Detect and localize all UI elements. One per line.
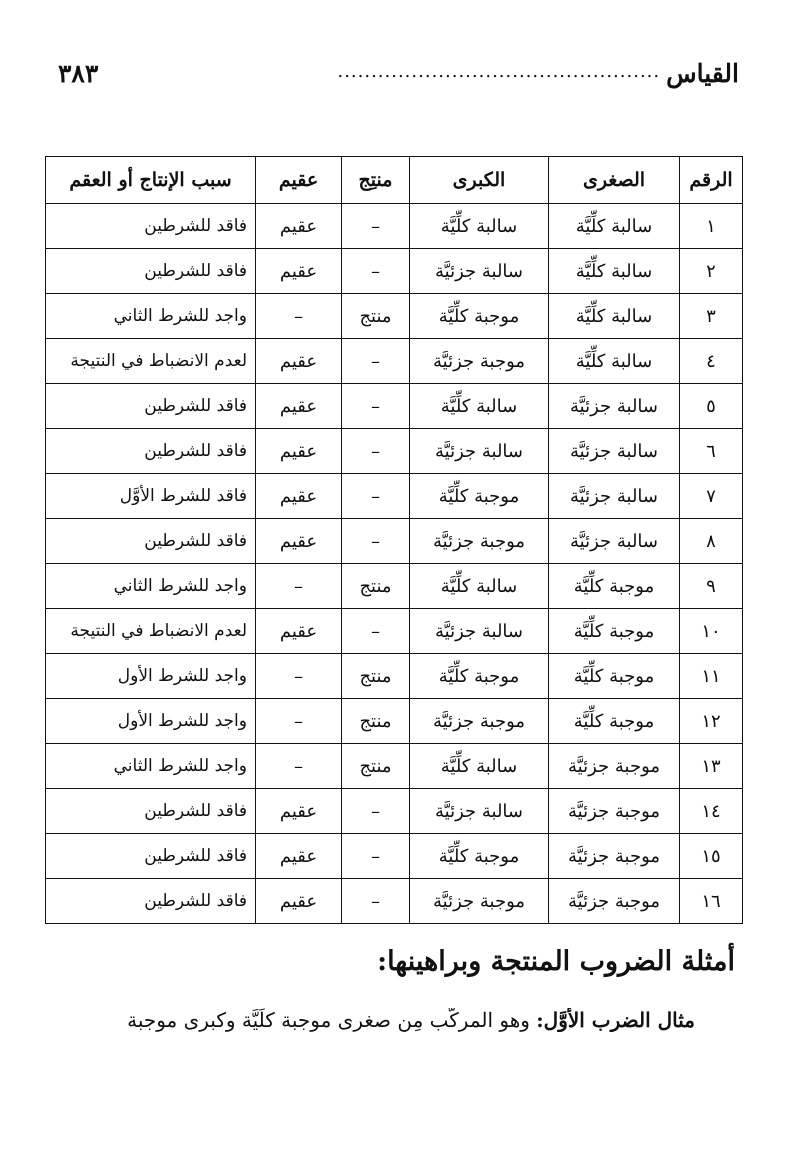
leader-dots: ................................................ [337,61,661,82]
cell-barren: عقيم [256,384,342,429]
cell-minor: سالبة كلِّيَّة [549,294,680,339]
cell-reason: فاقد للشرطين [46,204,256,249]
cell-major: موجبة كلِّيَّة [410,834,549,879]
table-row [46,204,743,249]
cell-major: سالبة جزئيَّة [410,429,549,474]
cell-productive: منتج [342,654,410,699]
cell-major: موجبة جزئيَّة [410,699,549,744]
cell-productive: – [342,339,410,384]
cell-barren: – [256,699,342,744]
cell-productive: – [342,204,410,249]
cell-major: موجبة كلِّيَّة [410,474,549,519]
cell-reason: واجد للشرط الأول [46,654,256,699]
table-row [46,519,743,564]
cell-minor: سالبة جزئيَّة [549,384,680,429]
cell-number: ٨ [680,519,743,564]
cell-productive: – [342,879,410,924]
cell-reason: واجد للشرط الثاني [46,294,256,339]
section-heading: أمثلة الضروب المنتجة وبراهينها: [377,946,735,977]
cell-reason: واجد للشرط الأول [46,699,256,744]
cell-barren: عقيم [256,519,342,564]
cell-minor: موجبة جزئيَّة [549,744,680,789]
cell-major: موجبة جزئيَّة [410,879,549,924]
cell-major: سالبة كلِّيَّة [410,384,549,429]
cell-barren: – [256,744,342,789]
cell-number: ٧ [680,474,743,519]
cell-minor: موجبة كلِّيَّة [549,609,680,654]
column-header-reason: سبب الإنتاج أو العقم [46,157,256,204]
cell-barren: عقيم [256,879,342,924]
table-row [46,699,743,744]
table-row [46,249,743,294]
cell-barren: عقيم [256,474,342,519]
table-row [46,429,743,474]
cell-number: ١٢ [680,699,743,744]
column-header-number: الرقم [680,157,743,204]
table-row [46,744,743,789]
paragraph-lead: مثال الضرب الأوَّل: [536,1008,695,1032]
cell-minor: موجبة جزئيَّة [549,789,680,834]
cell-number: ٣ [680,294,743,339]
table-row [46,654,743,699]
cell-major: سالبة جزئيَّة [410,789,549,834]
cell-minor: سالبة جزئيَّة [549,429,680,474]
cell-minor: موجبة جزئيَّة [549,834,680,879]
table-row [46,339,743,384]
paragraph-body: وهو المركَّب مِن صغرى موجبة كلِّيَّة وكبرى موجبة [127,1008,537,1032]
table-row [46,564,743,609]
syllogism-moods-table [45,156,743,924]
table-body [46,204,743,924]
table-row [46,294,743,339]
cell-productive: – [342,474,410,519]
cell-major: موجبة كلِّيَّة [410,294,549,339]
cell-minor: موجبة كلِّيَّة [549,654,680,699]
cell-minor: سالبة جزئيَّة [549,474,680,519]
cell-minor: موجبة جزئيَّة [549,879,680,924]
cell-productive: – [342,519,410,564]
cell-productive: – [342,834,410,879]
cell-reason: فاقد للشرط الأوَّل [46,474,256,519]
cell-reason: لعدم الانضباط في النتيجة [46,609,256,654]
cell-productive: – [342,249,410,294]
cell-productive: – [342,789,410,834]
cell-productive: منتج [342,294,410,339]
cell-major: سالبة جزئيَّة [410,249,549,294]
cell-barren: عقيم [256,249,342,294]
column-header-major: الكبرى [410,157,549,204]
cell-number: ١٣ [680,744,743,789]
cell-minor: سالبة جزئيَّة [549,519,680,564]
cell-minor: سالبة كلِّيَّة [549,249,680,294]
cell-barren: – [256,294,342,339]
cell-barren: عقيم [256,429,342,474]
table-row [46,384,743,429]
cell-productive: منتج [342,744,410,789]
cell-number: ٤ [680,339,743,384]
cell-number: ١٠ [680,609,743,654]
cell-major: موجبة كلِّيَّة [410,654,549,699]
cell-barren: عقيم [256,339,342,384]
page-number: ٣٨٣ [58,59,99,88]
cell-number: ١٥ [680,834,743,879]
cell-productive: – [342,384,410,429]
cell-reason: فاقد للشرطين [46,429,256,474]
cell-barren: – [256,654,342,699]
cell-number: ١٤ [680,789,743,834]
cell-reason: فاقد للشرطين [46,249,256,294]
cell-barren: عقيم [256,834,342,879]
column-header-productive: منتِج [342,157,410,204]
table-header-row [46,157,743,204]
cell-major: سالبة كلِّيَّة [410,744,549,789]
cell-number: ١ [680,204,743,249]
cell-barren: عقيم [256,609,342,654]
cell-reason: فاقد للشرطين [46,384,256,429]
cell-barren: عقيم [256,204,342,249]
cell-barren: عقيم [256,789,342,834]
cell-minor: موجبة كلِّيَّة [549,564,680,609]
table-row [46,834,743,879]
table-row [46,879,743,924]
table-row [46,474,743,519]
cell-major: سالبة كلِّيَّة [410,204,549,249]
cell-number: ٦ [680,429,743,474]
table-row [46,789,743,834]
cell-reason: واجد للشرط الثاني [46,564,256,609]
cell-major: موجبة جزئيَّة [410,339,549,384]
cell-reason: فاقد للشرطين [46,879,256,924]
cell-number: ٩ [680,564,743,609]
table-row [46,609,743,654]
cell-barren: – [256,564,342,609]
cell-productive: منتج [342,699,410,744]
cell-number: ١٦ [680,879,743,924]
cell-minor: سالبة كلِّيَّة [549,204,680,249]
running-header [58,48,739,88]
column-header-barren: عقيم [256,157,342,204]
cell-minor: سالبة كلِّيَّة [549,339,680,384]
cell-major: سالبة كلِّيَّة [410,564,549,609]
cell-number: ١١ [680,654,743,699]
cell-productive: منتج [342,564,410,609]
cell-reason: لعدم الانضباط في النتيجة [46,339,256,384]
cell-major: موجبة جزئيَّة [410,519,549,564]
cell-reason: واجد للشرط الثاني [46,744,256,789]
cell-minor: موجبة كلِّيَّة [549,699,680,744]
cell-number: ٢ [680,249,743,294]
cell-number: ٥ [680,384,743,429]
cell-productive: – [342,609,410,654]
paragraph [40,1008,695,1032]
cell-major: سالبة جزئيَّة [410,609,549,654]
cell-productive: – [342,429,410,474]
cell-reason: فاقد للشرطين [46,834,256,879]
cell-reason: فاقد للشرطين [46,789,256,834]
chapter-title: القياس [666,59,739,88]
cell-reason: فاقد للشرطين [46,519,256,564]
column-header-minor: الصغرى [549,157,680,204]
